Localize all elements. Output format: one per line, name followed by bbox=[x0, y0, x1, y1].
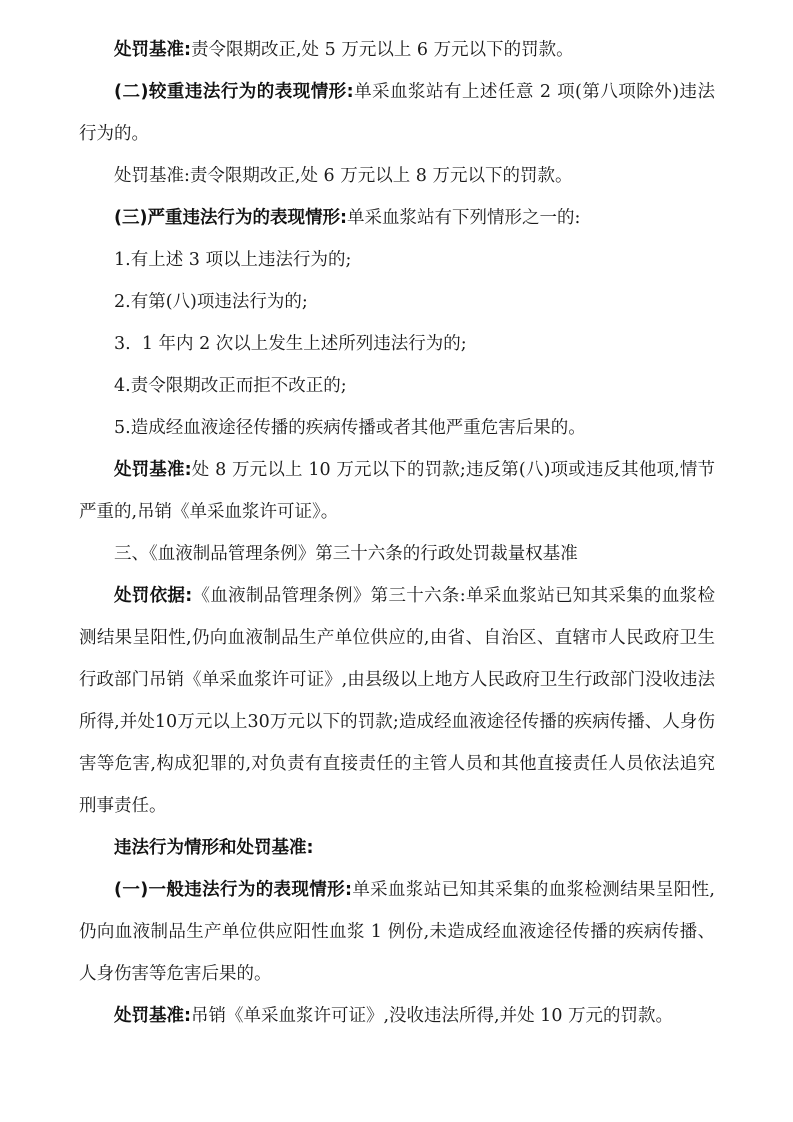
list-item-2 bbox=[79, 281, 715, 323]
paragraph-text: 5.造成经血液途径传播的疾病传播或者其他严重危害后果的。 bbox=[114, 418, 586, 438]
paragraph-text: 单采血浆站已知其采集的血浆检测结果呈阳性,仍向血液制品生产单位供应阳性血浆 1 例份,未造成经血液途径传播的疾病传播、人身伤害等危害后果的。 bbox=[79, 880, 715, 984]
paragraph-text: 吊销《单采血浆许可证》,没收违法所得,并处 10 万元的罚款。 bbox=[191, 1006, 674, 1026]
paragraph-text: 3. 1 年内 2 次以上发生上述所列违法行为的; bbox=[114, 334, 467, 354]
paragraph-text: 单采血浆站有上述任意 2 项(第八项除外)违法行为的。 bbox=[79, 82, 715, 144]
paragraph-text: 责令限期改正,处 5 万元以上 6 万元以下的罚款。 bbox=[191, 40, 574, 60]
paragraph-lead: 违法行为情形和处罚基准: bbox=[114, 838, 314, 858]
paragraph-text: 处罚基准:责令限期改正,处 6 万元以上 8 万元以下的罚款。 bbox=[114, 166, 573, 186]
paragraph-text: 单采血浆站有下列情形之一的: bbox=[347, 208, 581, 228]
paragraph-text: 1.有上述 3 项以上违法行为的; bbox=[114, 250, 352, 270]
paragraph-serious-violation bbox=[79, 71, 715, 155]
document-body bbox=[79, 29, 715, 1037]
paragraph-text: 4.责令限期改正而拒不改正的; bbox=[114, 376, 347, 396]
paragraph-penalty-standard-general bbox=[79, 29, 715, 71]
list-item-3 bbox=[79, 323, 715, 365]
paragraph-lead: 处罚基准: bbox=[114, 460, 192, 480]
section-heading-article-36 bbox=[79, 533, 715, 575]
paragraph-text: 处 8 万元以上 10 万元以下的罚款;违反第(八)项或违反其他项,情节严重的,吊销《单采血浆许可证》。 bbox=[79, 460, 716, 522]
paragraph-lead: 处罚依据: bbox=[114, 586, 193, 606]
paragraph-penalty-basis bbox=[79, 575, 715, 827]
paragraph-text: 三、《血液制品管理条例》第三十六条的行政处罚裁量权基准 bbox=[114, 544, 578, 564]
paragraph-text: 《血液制品管理条例》第三十六条:单采血浆站已知其采集的血浆检测结果呈阳性,仍向血液制品生产单位供应的,由省、自治区、直辖市人民政府卫生行政部门吊销《单采血浆许可证》,由县级以上地方人民政府卫生行政部门没收违法所得,并处10万元以上30万元以下的罚款;造成经血液途径传播的疾病传播、人身伤害等危害,构成犯罪的,对负责有直接责任的主管人员和其他直接责任人员依法追究刑事责任。 bbox=[79, 586, 715, 816]
subheading-violation-and-standard bbox=[79, 827, 715, 869]
paragraph-lead: (一)一般违法行为的表现情形: bbox=[114, 880, 352, 900]
list-item-1 bbox=[79, 239, 715, 281]
list-item-5 bbox=[79, 407, 715, 449]
paragraph-lead: 处罚基准: bbox=[114, 40, 191, 60]
paragraph-penalty-standard-severe bbox=[79, 449, 715, 533]
paragraph-lead: (三)严重违法行为的表现情形: bbox=[114, 208, 347, 228]
paragraph-text: 2.有第(八)项违法行为的; bbox=[114, 292, 308, 312]
list-item-4 bbox=[79, 365, 715, 407]
paragraph-penalty-standard-revoke bbox=[79, 995, 715, 1037]
paragraph-lead: (二)较重违法行为的表现情形: bbox=[114, 82, 354, 102]
paragraph-lead: 处罚基准: bbox=[114, 1006, 191, 1026]
paragraph-severe-violation bbox=[79, 197, 715, 239]
paragraph-penalty-standard-serious bbox=[79, 155, 715, 197]
paragraph-general-violation bbox=[79, 869, 715, 995]
